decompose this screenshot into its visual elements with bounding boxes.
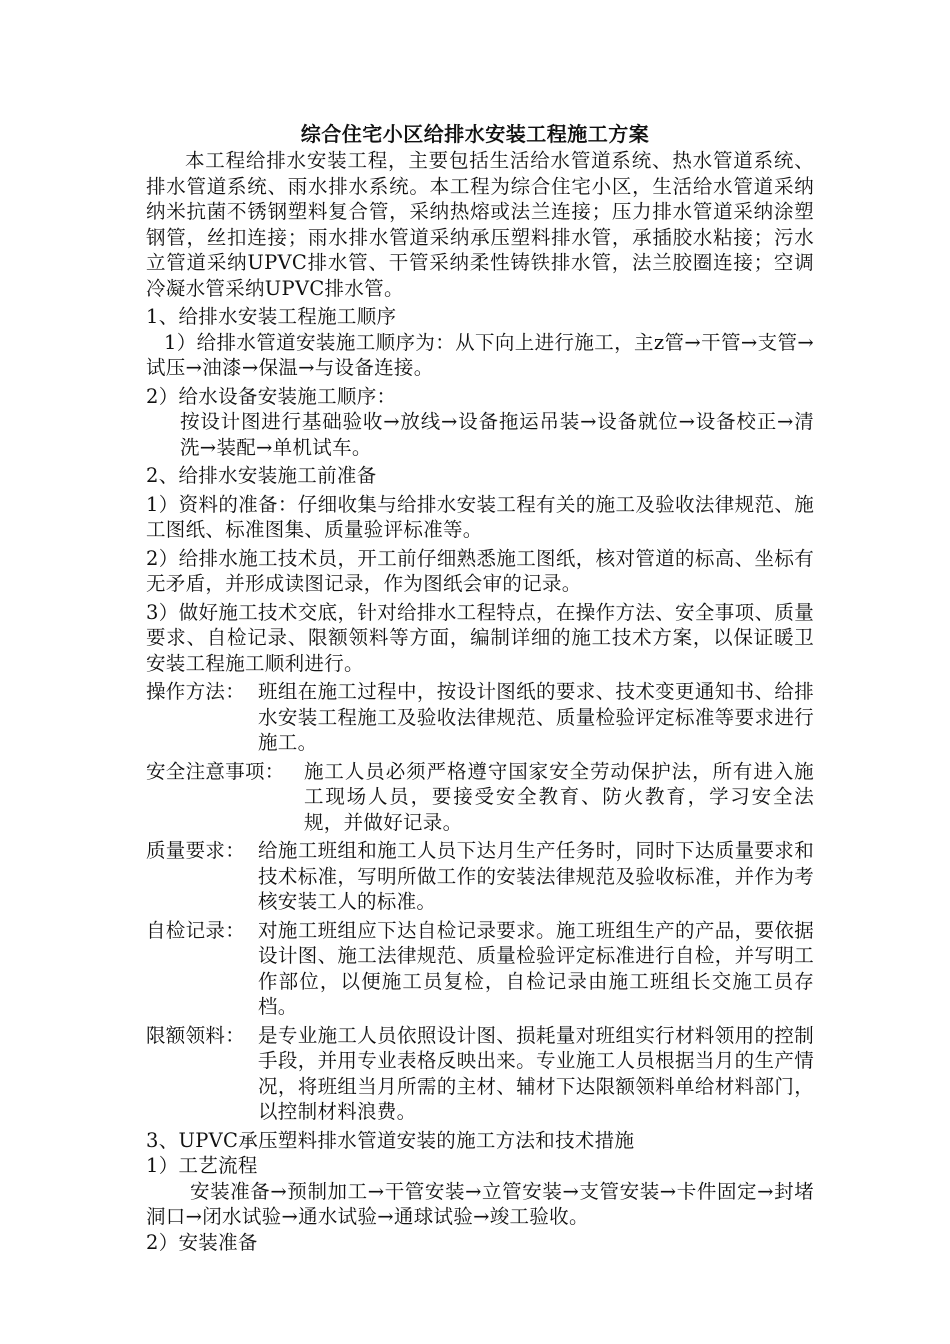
section-3-item-2-heading: 2）安装准备 bbox=[146, 1230, 258, 1254]
labeled-item-label: 质量要求： bbox=[146, 839, 246, 862]
labeled-item-quality bbox=[146, 838, 814, 915]
intro-paragraph: 本工程给排水安装工程，主要包括生活给水管道系统、热水管道系统、排水管道系统、雨水排水系统。本工程为综合住宅小区，生活给水管道采纳纳米抗菌不锈钢塑料复合管，采纳热熔或法兰连接；压力排水管道采纳涂塑钢管，丝扣连接；雨水排水管道采纳承压塑料排水管，承插胶水粘接；污水立管道采纳UPVC排水管、干管采纳柔性铸铁排水管，法兰胶圈连接；空调冷凝水管采纳UPVC排水管。 bbox=[146, 149, 814, 300]
document-title: 综合住宅小区给排水安装工程施工方案 bbox=[300, 122, 650, 146]
labeled-item-text: 班组在施工过程中，按设计图纸的要求、技术变更通知书、给排水安装工程施工及验收法律规范、质量检验评定标准等要求进行施工。 bbox=[258, 680, 814, 754]
section-2-item-2: 2）给排水施工技术员，开工前仔细熟悉施工图纸，核对管道的标高、坐标有无矛盾，并形成读图记录，作为图纸会审的记录。 bbox=[146, 546, 814, 595]
labeled-item-label: 操作方法： bbox=[146, 680, 246, 703]
labeled-item-text: 对施工班组应下达自检记录要求。施工班组生产的产品，要依据设计图、施工法律规范、质量检验评定标准进行自检，并写明工作部位，以便施工员复检，自检记录由施工班组长交施工员存档。 bbox=[258, 918, 814, 1018]
section-2-heading: 2、给排水安装施工前准备 bbox=[146, 464, 377, 487]
labeled-item-label: 限额领料： bbox=[146, 1023, 246, 1047]
labeled-item-label: 自检记录： bbox=[146, 918, 246, 942]
section-2-item-3: 3）做好施工技术交底，针对给排水工程特点，在操作方法、安全事项、质量要求、自检记录、限额领料等方面，编制详细的施工技术方案，以保证暖卫安装工程施工顺利进行。 bbox=[146, 600, 814, 675]
section-2-item-1: 1）资料的准备：仔细收集与给排水安装工程有关的施工及验收法律规范、施工图纸、标准图集、质量验评标准等。 bbox=[146, 492, 814, 541]
document-page bbox=[146, 120, 814, 1255]
section-3-item-1-heading: 1）工艺流程 bbox=[146, 1154, 258, 1177]
section-1-heading: 1、给排水安装工程施工顺序 bbox=[146, 305, 397, 328]
section-1-item-1: 1）给排水管道安装施工顺序为：从下向上进行施工，主z管→干管→支管→试压→油漆→保温→与设备连接。 bbox=[146, 330, 814, 379]
section-3-heading: 3、UPVC承压塑料排水管道安装的施工方法和技术措施 bbox=[146, 1128, 635, 1152]
labeled-item-text: 施工人员必须严格遵守国家安全劳动保护法，所有进入施工现场人员，要接受安全教育、防火教育，学习安全法规，并做好记录。 bbox=[304, 759, 814, 834]
labeled-item-text: 给施工班组和施工人员下达月生产任务时，同时下达质量要求和技术标准，写明所做工作的安装法律规范及验收标准，并作为考核安装工人的标准。 bbox=[258, 839, 814, 913]
section-1-item-2-text: 按设计图进行基础验收→放线→设备拖运吊装→设备就位→设备校正→清洗→装配→单机试车。 bbox=[180, 410, 814, 459]
labeled-item-text: 是专业施工人员依照设计图、损耗量对班组实行材料领用的控制手段，并用专业表格反映出来。专业施工人员根据当月的生产情况，将班组当月所需的主材、辅材下达限额领料单给材料部门，以控制材料浪费。 bbox=[258, 1023, 814, 1123]
labeled-item-material-quota bbox=[146, 1023, 814, 1125]
labeled-item-label: 安全注意事项： bbox=[146, 759, 285, 783]
labeled-item-safety bbox=[146, 759, 814, 836]
labeled-item-self-check bbox=[146, 918, 814, 1020]
section-1-item-2-heading: 2）给水设备安装施工顺序： bbox=[146, 384, 397, 408]
labeled-item-operation bbox=[146, 679, 814, 756]
section-3-process-flow: 安装准备→预制加工→干管安装→立管安装→支管安装→卡件固定→封堵洞口→闭水试验→通水试验→通球试验→竣工验收。 bbox=[146, 1179, 814, 1228]
